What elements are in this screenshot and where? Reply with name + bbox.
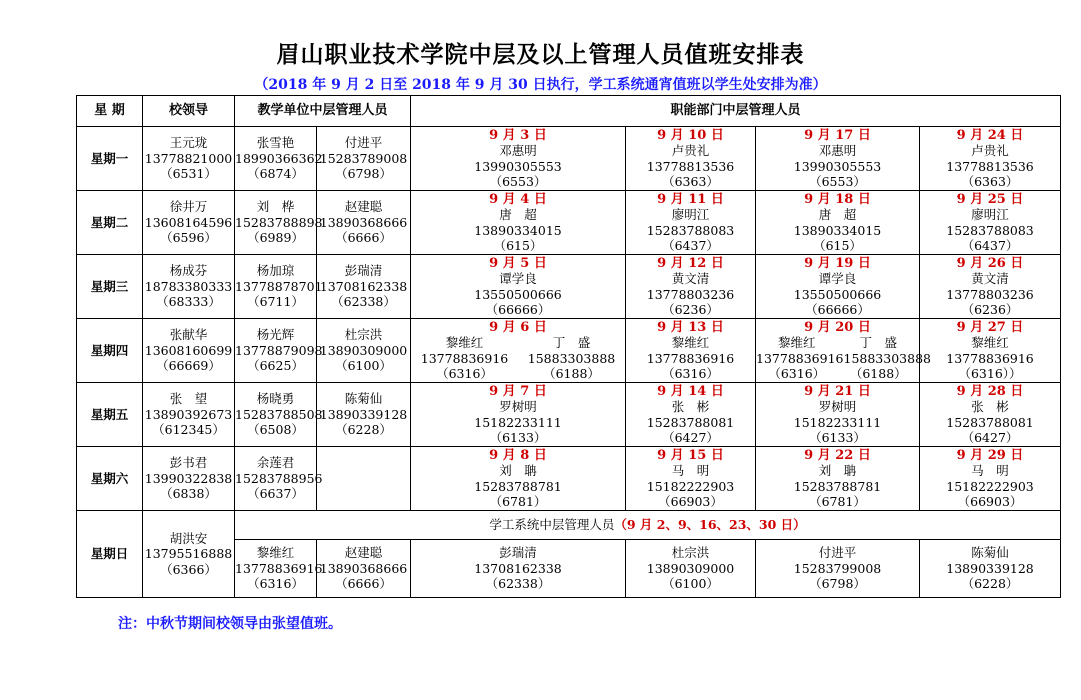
duty-date: 9 月 28 日 <box>956 383 1024 399</box>
table-row <box>77 447 1061 511</box>
person-name: 余莲君 <box>256 455 295 471</box>
phone-number: 15283788081 <box>646 414 735 430</box>
table-row-sunday <box>77 511 1061 540</box>
duty-date: 9 月 15 日 <box>657 447 724 463</box>
extension-number: （6553） <box>809 174 866 189</box>
extension-number: （66666） <box>805 302 870 317</box>
phone-number: 13778813536 <box>646 158 735 174</box>
footnote: 注：中秋节期间校领导由张望值班。 <box>118 616 342 632</box>
person-name: 赵建聪 <box>344 545 383 561</box>
student-affairs-cell <box>317 540 411 598</box>
student-affairs-dates: （9 月 2、9、16、23、30 日） <box>614 517 806 533</box>
duty-date: 9 月 25 日 <box>956 191 1024 207</box>
functional-duty-cell <box>626 255 756 319</box>
person-name: 陈菊仙 <box>344 391 383 407</box>
extension-number: （6316） <box>436 366 493 381</box>
person-name: 张献华 <box>169 327 208 343</box>
student-affairs-cell <box>756 540 920 598</box>
person-name: 黄文清 <box>971 271 1009 286</box>
extension-number: （6666） <box>335 230 392 246</box>
duty-date: 9 月 29 日 <box>956 447 1024 463</box>
leader-cell <box>143 191 235 255</box>
person-name: 黎维红 <box>256 545 295 561</box>
duty-date: 9 月 3 日 <box>489 127 547 143</box>
header-teaching: 教学单位中层管理人员 <box>235 96 411 127</box>
extension-number: （6508） <box>247 422 304 438</box>
person-name: 彭瑞清 <box>499 545 537 561</box>
person-name: 杨成芬 <box>169 263 208 279</box>
phone-number: 13890368666 <box>319 214 408 230</box>
functional-duty-cell <box>756 383 920 447</box>
extension-number: （6437） <box>961 238 1019 253</box>
schedule-table <box>76 95 1061 598</box>
person-name: 黎维红 <box>671 335 710 350</box>
phone-number: 13795516888 <box>144 546 233 562</box>
person-name: 赵建聪 <box>344 199 383 215</box>
phone-number: 15182222903 <box>646 478 735 494</box>
person-name: 黎维红 <box>445 335 484 350</box>
extension-number: （6188） <box>849 366 907 381</box>
extension-number: （6666） <box>335 576 392 592</box>
duty-date: 9 月 18 日 <box>804 191 871 207</box>
phone-number: 18990366362 <box>235 150 323 166</box>
extension-number: （66903） <box>658 494 723 509</box>
phone-number: 13890334015 <box>793 222 882 238</box>
phone-number: 13778813536 <box>946 158 1034 174</box>
header-day: 星 期 <box>77 96 143 127</box>
phone-number: 13778836916 <box>756 350 844 366</box>
extension-number: （6437） <box>662 238 719 253</box>
functional-duty-cell <box>626 383 756 447</box>
leader-cell <box>143 127 235 191</box>
duty-date: 9 月 13 日 <box>657 319 724 335</box>
person-name: 谭学良 <box>499 271 537 286</box>
phone-number: 13608164596 <box>144 214 233 230</box>
functional-duty-cell <box>411 447 626 511</box>
duty-date: 9 月 26 日 <box>956 255 1024 271</box>
teaching-cell <box>235 447 323 511</box>
table-row <box>77 383 1061 447</box>
phone-number: 15283788081 <box>946 414 1034 430</box>
phone-number: 15283789008 <box>319 150 408 166</box>
person-name: 彭瑞清 <box>344 263 383 279</box>
functional-duty-cell <box>756 191 920 255</box>
page-title: 眉山职业技术学院中层及以上管理人员值班安排表 <box>276 41 805 68</box>
person-name: 陈菊仙 <box>971 545 1009 561</box>
person-name: 张 彬 <box>971 399 1009 414</box>
phone-number: 13778879098 <box>235 342 323 358</box>
extension-number: （6798） <box>809 576 866 592</box>
teaching-cell <box>235 191 323 255</box>
teaching-cell <box>317 383 411 447</box>
phone-number: 15883303888 <box>843 350 931 366</box>
extension-number: （6625） <box>247 358 304 374</box>
functional-duty-cell <box>920 255 1061 319</box>
duty-date: 9 月 6 日 <box>489 319 547 335</box>
person-name: 罗树明 <box>818 399 857 414</box>
header-row <box>77 96 1061 127</box>
teaching-cell <box>235 127 323 191</box>
extension-number: （6427） <box>662 430 719 445</box>
person-name: 邓惠明 <box>818 143 857 158</box>
extension-number: （6228） <box>335 422 392 438</box>
phone-number: 13608160699 <box>144 342 233 358</box>
person-name: 邓惠明 <box>499 143 537 158</box>
extension-number: （6531） <box>160 166 217 182</box>
phone-number: 13890392673 <box>144 406 233 422</box>
phone-number: 13778836916 <box>420 350 509 366</box>
duty-date: 9 月 20 日 <box>804 319 871 335</box>
phone-number: 15283788781 <box>474 478 562 494</box>
extension-number: （615） <box>493 238 543 253</box>
teaching-cell <box>235 383 323 447</box>
duty-date: 9 月 7 日 <box>489 383 547 399</box>
phone-number: 13778803236 <box>646 286 735 302</box>
leader-cell <box>143 511 235 598</box>
phone-number: 13890309000 <box>646 560 735 576</box>
duty-date: 9 月 21 日 <box>804 383 871 399</box>
phone-number: 13890309000 <box>319 342 408 358</box>
person-name: 张雪艳 <box>256 135 295 151</box>
functional-duty-cell <box>626 127 756 191</box>
person-name: 罗树明 <box>499 399 537 414</box>
extension-number: （6316） <box>768 366 826 381</box>
phone-number: 15883303888 <box>527 350 616 366</box>
duty-date: 9 月 27 日 <box>956 319 1024 335</box>
teaching-cell <box>317 319 411 383</box>
header-leader: 校领导 <box>143 96 235 127</box>
person-name: 杨晓勇 <box>256 391 295 407</box>
extension-number: （6781） <box>809 494 866 509</box>
extension-number: （6553） <box>489 174 547 189</box>
duty-date: 9 月 10 日 <box>657 127 724 143</box>
phone-number: 13708162338 <box>319 278 408 294</box>
functional-duty-cell <box>756 319 931 383</box>
phone-number: 15182233111 <box>793 414 882 430</box>
person-name: 徐井万 <box>169 199 208 215</box>
person-name: 廖明江 <box>971 207 1009 222</box>
person-name: 唐 超 <box>499 207 537 222</box>
leader-cell <box>143 383 235 447</box>
teaching-cell <box>317 191 411 255</box>
functional-duty-cell <box>920 383 1061 447</box>
person-name: 胡洪安 <box>169 530 208 546</box>
person-name: 刘 聃 <box>818 463 857 478</box>
extension-number: （6236） <box>662 302 719 317</box>
duty-date: 9 月 4 日 <box>489 191 547 207</box>
duty-date: 9 月 8 日 <box>489 447 547 463</box>
extension-number: （6133） <box>809 430 866 445</box>
extension-number: （6711） <box>247 294 304 310</box>
phone-number: 13778836916 <box>946 350 1034 366</box>
phone-number: 13990305553 <box>793 158 882 174</box>
extension-number: （6363） <box>662 174 719 189</box>
table-row <box>77 319 1061 383</box>
duty-date: 9 月 11 日 <box>657 191 724 207</box>
extension-number: （66903） <box>957 494 1023 509</box>
extension-number: （6316） <box>247 576 304 592</box>
person-name: 卢贵礼 <box>671 143 710 158</box>
functional-duty-cell <box>920 319 1061 383</box>
person-name: 杜宗洪 <box>671 545 710 561</box>
phone-number: 15283788083 <box>646 222 735 238</box>
functional-duty-cell <box>920 127 1061 191</box>
functional-duty-cell <box>411 127 626 191</box>
phone-number: 15283788781 <box>793 478 882 494</box>
functional-duty-cell <box>626 319 756 383</box>
student-affairs-cell <box>411 540 626 598</box>
person-name: 黄文清 <box>671 271 710 286</box>
phone-number: 15283788508 <box>235 406 323 422</box>
extension-number: （6798） <box>335 166 392 182</box>
functional-duty-cell <box>411 383 626 447</box>
teaching-cell <box>235 319 323 383</box>
phone-number: 15182233111 <box>474 414 562 430</box>
extension-number: （6427） <box>961 430 1019 445</box>
person-name: 廖明江 <box>671 207 710 222</box>
functional-duty-cell <box>920 447 1061 511</box>
leader-cell <box>143 319 235 383</box>
teaching-cell <box>317 447 411 511</box>
student-affairs-label: 学工系统中层管理人员 <box>489 517 615 533</box>
person-name: 王元珑 <box>169 135 208 151</box>
extension-number: （6316）） <box>958 366 1022 381</box>
extension-number: （6366） <box>160 561 217 577</box>
extension-number: （6188） <box>543 366 600 381</box>
leader-cell <box>143 447 235 511</box>
extension-number: （6228） <box>961 576 1019 592</box>
person-name: 黎维红 <box>971 335 1009 350</box>
phone-number: 13550500666 <box>474 286 562 302</box>
weekday-cell: 星期二 <box>77 191 143 255</box>
extension-number: （6133） <box>489 430 547 445</box>
extension-number: （68333） <box>156 294 221 310</box>
extension-number: （6363） <box>961 174 1019 189</box>
person-name: 张 望 <box>169 391 208 407</box>
person-name: 杨光辉 <box>256 327 295 343</box>
extension-number: （6100） <box>662 576 719 592</box>
phone-number: 13990305553 <box>474 158 562 174</box>
phone-number: 13778836916 <box>235 560 323 576</box>
phone-number: 13890339128 <box>946 560 1034 576</box>
person-name: 马 明 <box>671 463 710 478</box>
phone-number: 15283788898 <box>235 214 323 230</box>
extension-number: （6596） <box>160 230 217 246</box>
person-name: 黎维红 <box>778 335 816 350</box>
leader-cell <box>143 255 235 319</box>
extension-number: （6100） <box>335 358 392 374</box>
weekday-cell: 星期六 <box>77 447 143 511</box>
extension-number: （6989） <box>247 230 304 246</box>
table-row <box>77 191 1061 255</box>
weekday-cell: 星期四 <box>77 319 143 383</box>
extension-number: （66669） <box>156 358 221 374</box>
person-name: 马 明 <box>971 463 1009 478</box>
functional-duty-cell <box>411 191 626 255</box>
teaching-cell <box>317 255 411 319</box>
phone-number: 13550500666 <box>793 286 882 302</box>
phone-number: 13778878701 <box>235 278 323 294</box>
phone-number: 13890334015 <box>474 222 562 238</box>
functional-duty-cell <box>756 255 920 319</box>
person-name: 刘 桦 <box>256 199 295 215</box>
header-functional: 职能部门中层管理人员 <box>411 96 1061 127</box>
extension-number: （612345） <box>152 422 225 438</box>
weekday-cell: 星期一 <box>77 127 143 191</box>
person-name: 丁 盛 <box>859 335 898 350</box>
extension-number: （615） <box>813 238 862 253</box>
person-name: 杨加琼 <box>256 263 295 279</box>
extension-number: （6874） <box>247 166 304 182</box>
phone-number: 13890368666 <box>319 560 408 576</box>
student-affairs-header <box>235 511 1061 540</box>
person-name: 谭学良 <box>818 271 857 286</box>
duty-date: 9 月 14 日 <box>657 383 724 399</box>
person-name: 付进平 <box>344 135 383 151</box>
person-name: 付进平 <box>818 545 857 561</box>
table-row <box>77 255 1061 319</box>
duty-date: 9 月 5 日 <box>489 255 547 271</box>
functional-duty-cell <box>626 191 756 255</box>
person-name: 卢贵礼 <box>971 143 1009 158</box>
extension-number: （6637） <box>247 486 304 502</box>
functional-duty-cell <box>920 191 1061 255</box>
phone-number: 15283788083 <box>946 222 1034 238</box>
extension-number: （6838） <box>160 486 217 502</box>
phone-number: 13708162338 <box>474 560 562 576</box>
duty-date: 9 月 17 日 <box>804 127 871 143</box>
duty-date: 9 月 19 日 <box>804 255 871 271</box>
teaching-cell <box>235 255 323 319</box>
weekday-cell: 星期五 <box>77 383 143 447</box>
phone-number: 13778803236 <box>946 286 1034 302</box>
student-affairs-cell <box>626 540 756 598</box>
extension-number: （62338） <box>331 294 396 310</box>
functional-duty-cell <box>411 319 626 383</box>
extension-number: （6781） <box>489 494 547 509</box>
duty-date: 9 月 22 日 <box>804 447 871 463</box>
phone-number: 13778836916 <box>646 350 735 366</box>
extension-number: （62338） <box>485 576 551 592</box>
functional-duty-cell <box>756 127 920 191</box>
phone-number: 15283788956 <box>235 470 323 486</box>
student-affairs-cell <box>920 540 1061 598</box>
person-name: 彭书君 <box>169 455 208 471</box>
table-row <box>77 127 1061 191</box>
student-affairs-cell <box>235 540 323 598</box>
person-name: 唐 超 <box>818 207 857 222</box>
extension-number: （6316） <box>662 366 719 381</box>
teaching-cell <box>317 127 411 191</box>
duty-date: 9 月 12 日 <box>657 255 724 271</box>
phone-number: 15283799008 <box>793 560 882 576</box>
extension-number: （66666） <box>485 302 551 317</box>
phone-number: 13890339128 <box>319 406 408 422</box>
phone-number: 13990322838 <box>144 470 233 486</box>
person-name: 刘 聃 <box>499 463 537 478</box>
functional-duty-cell <box>411 255 626 319</box>
duty-date: 9 月 24 日 <box>956 127 1024 143</box>
weekday-cell: 星期三 <box>77 255 143 319</box>
person-name: 杜宗洪 <box>344 327 383 343</box>
phone-number: 18783380333 <box>144 278 233 294</box>
functional-duty-cell <box>756 447 920 511</box>
person-name: 丁 盛 <box>552 335 591 350</box>
weekday-cell: 星期日 <box>77 511 143 598</box>
phone-number: 13778821000 <box>144 150 233 166</box>
page-subtitle: （2018 年 9 月 2 日至 2018 年 9 月 30 日执行，学工系统通宵值班以学生处安排为准） <box>254 77 827 93</box>
person-name: 张 彬 <box>671 399 710 414</box>
extension-number: （6236） <box>961 302 1019 317</box>
functional-duty-cell <box>626 447 756 511</box>
phone-number: 15182222903 <box>946 478 1034 494</box>
